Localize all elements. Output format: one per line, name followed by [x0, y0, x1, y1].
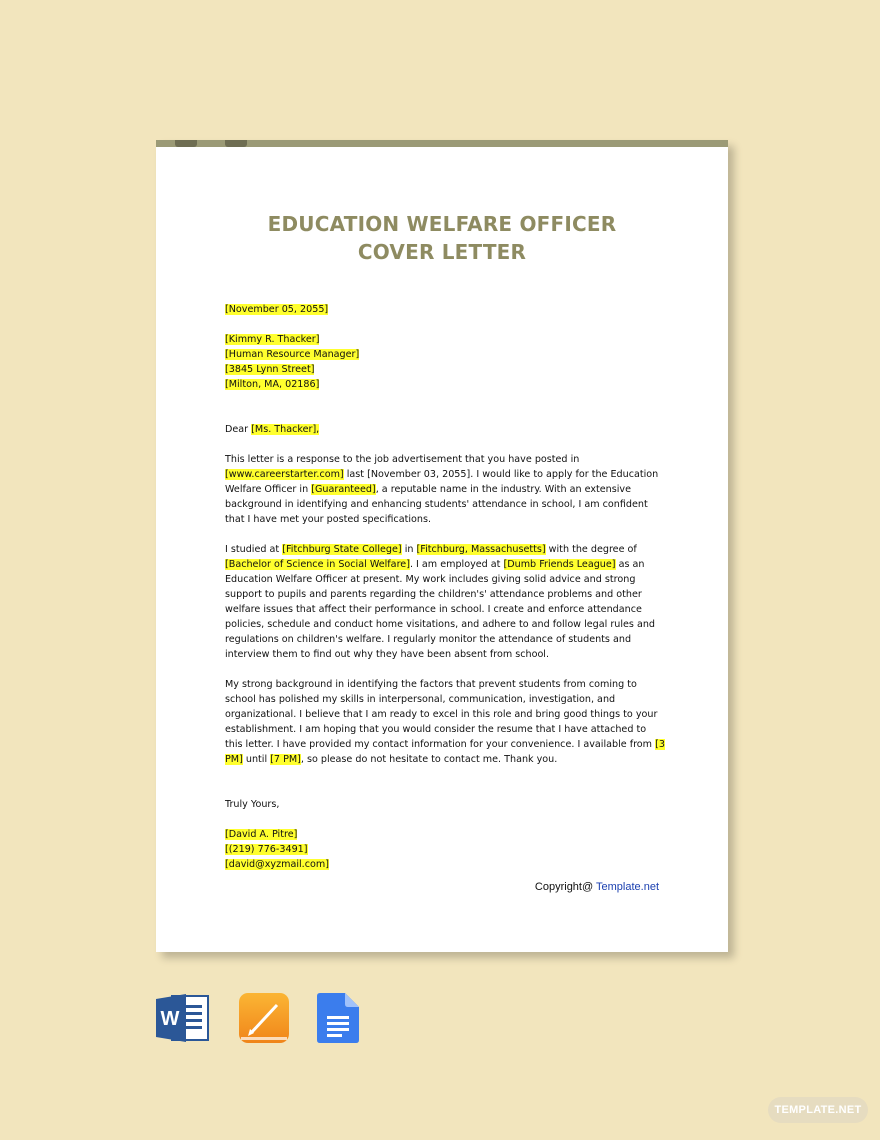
highlight: [Fitchburg State College]: [282, 544, 402, 555]
text: in: [401, 544, 417, 555]
title-line-2: COVER LETTER: [357, 240, 527, 264]
text: , so please do not hesitate to contact me. Thank you.: [300, 754, 558, 765]
highlight: [7 PM]: [270, 754, 301, 765]
copyright-link[interactable]: Template.net: [596, 881, 659, 893]
highlight: [3 PM]: [225, 739, 665, 765]
pages-icon[interactable]: [239, 993, 289, 1048]
google-docs-icon[interactable]: [317, 993, 359, 1048]
copyright-line: [535, 881, 659, 893]
letter-body: [225, 302, 665, 872]
highlight: [Fitchburg, Massachusetts]: [416, 544, 546, 555]
highlight: [www.careerstarter.com]: [225, 469, 344, 480]
document-title: [156, 210, 728, 266]
sender-email: [david@xyzmail.com]: [225, 859, 329, 870]
template-net-badge[interactable]: TEMPLATE.NET: [768, 1097, 868, 1123]
letter-page: [156, 140, 728, 952]
bar-tab: [225, 140, 247, 147]
text: This letter is a response to the job advertisement that you have posted in: [225, 454, 580, 465]
title-line-1: EDUCATION WELFARE OFFICER: [267, 212, 617, 236]
text: with the degree of: [545, 544, 637, 555]
salutation-name: [Ms. Thacker],: [251, 424, 320, 435]
word-letter: W: [160, 1008, 180, 1030]
text: I studied at: [225, 544, 283, 555]
date-line: [225, 302, 665, 317]
salutation: [225, 422, 665, 437]
sender-phone: [(219) 776-3491]: [225, 844, 308, 855]
recipient-street: [3845 Lynn Street]: [225, 364, 315, 375]
paragraph-3: [225, 677, 665, 767]
recipient-city: [Milton, MA, 02186]: [225, 379, 320, 390]
bar-tab: [175, 140, 197, 147]
text: as an Education Welfare Officer at present. My work includes giving solid advice and strong support to pupils and parents regarding the children's' attendance problems and other welfare issues that affect their performance in school. I create and enforce attendance policies, schedule and conduct home visitations, and adhere to and follow legal rules and regulations on children's welfare. I regularly monitor the attendance of students and interview them to find out why they have been absent from school.: [225, 559, 656, 660]
paragraph-1: [225, 452, 665, 527]
salutation-prefix: Dear: [225, 424, 252, 435]
highlight: [Dumb Friends League]: [503, 559, 616, 570]
paragraph-2: [225, 542, 665, 662]
highlight: [Guaranteed]: [311, 484, 376, 495]
sender-block: [225, 827, 665, 872]
highlight: [Bachelor of Science in Social Welfare]: [225, 559, 410, 570]
sender-name: [David A. Pitre]: [225, 829, 298, 840]
closing: Truly Yours,: [225, 799, 280, 810]
text: , a reputable name in the industry. With an extensive background in identifying and enhancing students' attendance in school, I am confident that I have met your posted specifications.: [225, 484, 648, 525]
recipient-position: [Human Resource Manager]: [225, 349, 360, 360]
page-top-bar: [156, 140, 728, 147]
text: . I am employed at: [409, 559, 504, 570]
date: [November 05, 2055]: [225, 304, 329, 315]
word-icon[interactable]: [156, 993, 210, 1048]
recipient-block: [225, 332, 665, 392]
recipient-name: [Kimmy R. Thacker]: [225, 334, 320, 345]
text: until: [242, 754, 271, 765]
copyright-label: Copyright@: [534, 881, 597, 893]
text: last [November 03, 2055]. I would like to apply for the Education Welfare Officer in: [225, 469, 659, 495]
text: My strong background in identifying the factors that prevent students from coming to school has polished my skills in interpersonal, communication, investigation, and organizational. I believe that I am ready to excel in this role and bring good things to your establishment. I am hoping that you would consider the resume that I have attached to this letter. I have provided my contact information for your convenience. I available from: [225, 679, 658, 750]
